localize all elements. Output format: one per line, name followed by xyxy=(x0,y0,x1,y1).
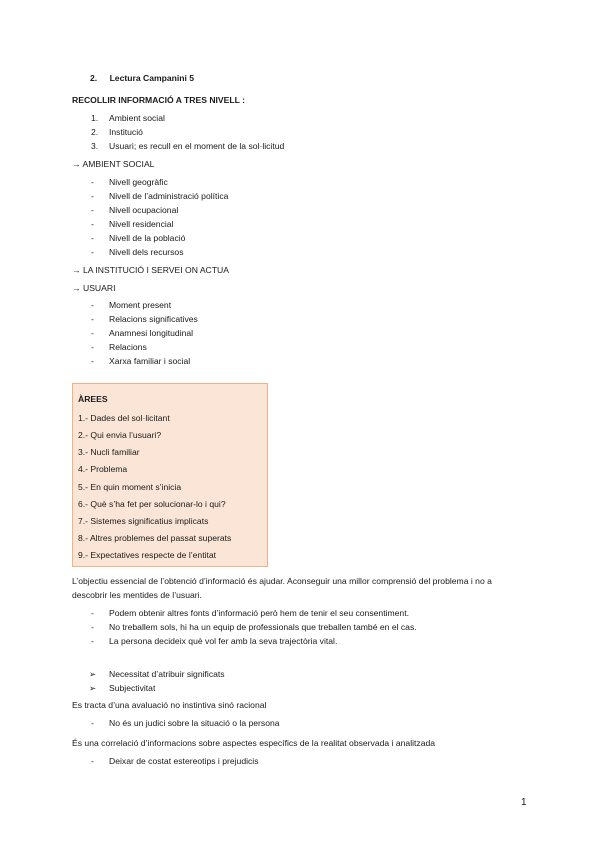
list-item-text: Relacions xyxy=(109,342,147,352)
avaluacio-text: Es tracta d’una avaluació no instintiva sinó racional xyxy=(72,700,267,710)
list-item xyxy=(91,233,186,244)
area-item: 4.- Problema xyxy=(78,464,128,474)
list-item-text: Anamnesi longitudinal xyxy=(109,328,194,338)
level-item xyxy=(91,127,143,138)
list-item-text: No treballem sols, hi ha un equip de professionals que treballen també en el cas. xyxy=(109,622,417,632)
list-item xyxy=(91,356,191,367)
dash-bullet: - xyxy=(91,300,94,310)
list-item xyxy=(91,219,174,230)
dash-bullet: - xyxy=(91,756,94,766)
list-item xyxy=(91,300,172,311)
list-item-text: La persona decideix què vol fer amb la seva trajectòria vital. xyxy=(109,636,338,646)
dash-bullet: - xyxy=(91,622,94,632)
level-number: 2. xyxy=(91,127,99,137)
list-item-text: Nivell residencial xyxy=(109,219,174,229)
level-number: 1. xyxy=(91,113,99,123)
list-item xyxy=(91,205,179,216)
list-item-text: Nivell dels recursos xyxy=(109,247,184,257)
dash-bullet: - xyxy=(91,356,94,366)
objectiu-paragraph-line1: L’objectiu essencial de l’obtenció d’informació és ajudar. Aconseguir una millor comprensió del problema i no a xyxy=(72,576,492,586)
dash-bullet: - xyxy=(91,718,94,728)
list-item-text: Nivell de la població xyxy=(109,233,186,243)
list-item xyxy=(91,756,259,767)
section-heading-text: Lectura Campanini 5 xyxy=(109,73,195,83)
section-heading xyxy=(90,73,194,84)
level-text: Usuari; es recull en el moment de la sol·licitud xyxy=(109,141,285,151)
dash-bullet: - xyxy=(91,636,94,646)
area-item: 9.- Expectatives respecte de l’entitat xyxy=(78,550,217,560)
list-item xyxy=(91,247,184,258)
area-item: 6.- Què s’ha fet per solucionar-lo i qui? xyxy=(78,499,226,509)
list-item-text: Subjectivitat xyxy=(109,683,156,693)
list-item xyxy=(91,636,338,647)
list-item-text: Nivell ocupacional xyxy=(109,205,179,215)
list-item xyxy=(91,191,229,202)
list-item-text: Relacions significatives xyxy=(109,314,198,324)
arrow-bullet-icon: ➢ xyxy=(89,683,97,693)
dash-bullet: - xyxy=(91,247,94,257)
area-item: 3.- Nucli familiar xyxy=(78,447,140,457)
ambient-title: → AMBIENT SOCIAL xyxy=(72,159,155,169)
list-item xyxy=(91,314,198,325)
dash-bullet: - xyxy=(91,328,94,338)
dash-bullet: - xyxy=(91,233,94,243)
level-text: Institució xyxy=(109,127,143,137)
list-item xyxy=(91,328,194,339)
recollir-title: RECOLLIR INFORMACIÓ A TRES NIVELL : xyxy=(72,95,245,105)
level-number: 3. xyxy=(91,141,99,151)
arees-box xyxy=(72,383,268,567)
area-item: 5.- En quin moment s’inicia xyxy=(78,482,182,492)
list-item-text: Nivell de l’administració política xyxy=(109,191,229,201)
list-item xyxy=(89,683,156,694)
list-item xyxy=(91,718,280,729)
list-item xyxy=(91,342,147,353)
dash-bullet: - xyxy=(91,219,94,229)
dash-bullet: - xyxy=(91,608,94,618)
dash-bullet: - xyxy=(91,177,94,187)
level-text: Ambient social xyxy=(109,113,165,123)
usuari-title: → USUARI xyxy=(72,283,116,293)
level-item xyxy=(91,141,285,152)
list-item xyxy=(89,669,225,680)
dash-bullet: - xyxy=(91,314,94,324)
dash-bullet: - xyxy=(91,342,94,352)
section-heading-number: 2. xyxy=(90,73,98,83)
list-item-text: Xarxa familiar i social xyxy=(109,356,191,366)
list-item-text: Deixar de costat estereotips i prejudicis xyxy=(109,756,259,766)
area-item: 8.- Altres problemes del passat superats xyxy=(78,533,232,543)
institucio-title: → LA INSTITUCIÓ I SERVEI ON ACTUA xyxy=(72,265,229,275)
area-item: 1.- Dades del sol·licitant xyxy=(78,413,170,423)
page-number: 1 xyxy=(521,797,527,808)
list-item-text: Necessitat d’atribuir significats xyxy=(109,669,225,679)
list-item-text: No és un judici sobre la situació o la persona xyxy=(109,718,280,728)
dash-bullet: - xyxy=(91,205,94,215)
area-item: 7.- Sistemes significatius implicats xyxy=(78,516,209,526)
list-item-text: Moment present xyxy=(109,300,172,310)
list-item-text: Podem obtenir altres fonts d’informació però hem de tenir el seu consentiment. xyxy=(109,608,409,618)
dash-bullet: - xyxy=(91,191,94,201)
arees-title: ÀREES xyxy=(78,394,108,404)
arrow-bullet-icon: ➢ xyxy=(89,669,97,679)
level-item xyxy=(91,113,165,124)
correlacio-text: És una correlació d’informacions sobre aspectes específics de la realitat observada i analitzada xyxy=(72,738,436,748)
list-item xyxy=(91,177,168,188)
list-item xyxy=(91,622,417,633)
area-item: 2.- Qui envia l’usuari? xyxy=(78,430,162,440)
list-item-text: Nivell geogràfic xyxy=(109,177,168,187)
objectiu-paragraph-line2: descobrir les mentides de l’usuari. xyxy=(72,590,202,600)
list-item xyxy=(91,608,409,619)
